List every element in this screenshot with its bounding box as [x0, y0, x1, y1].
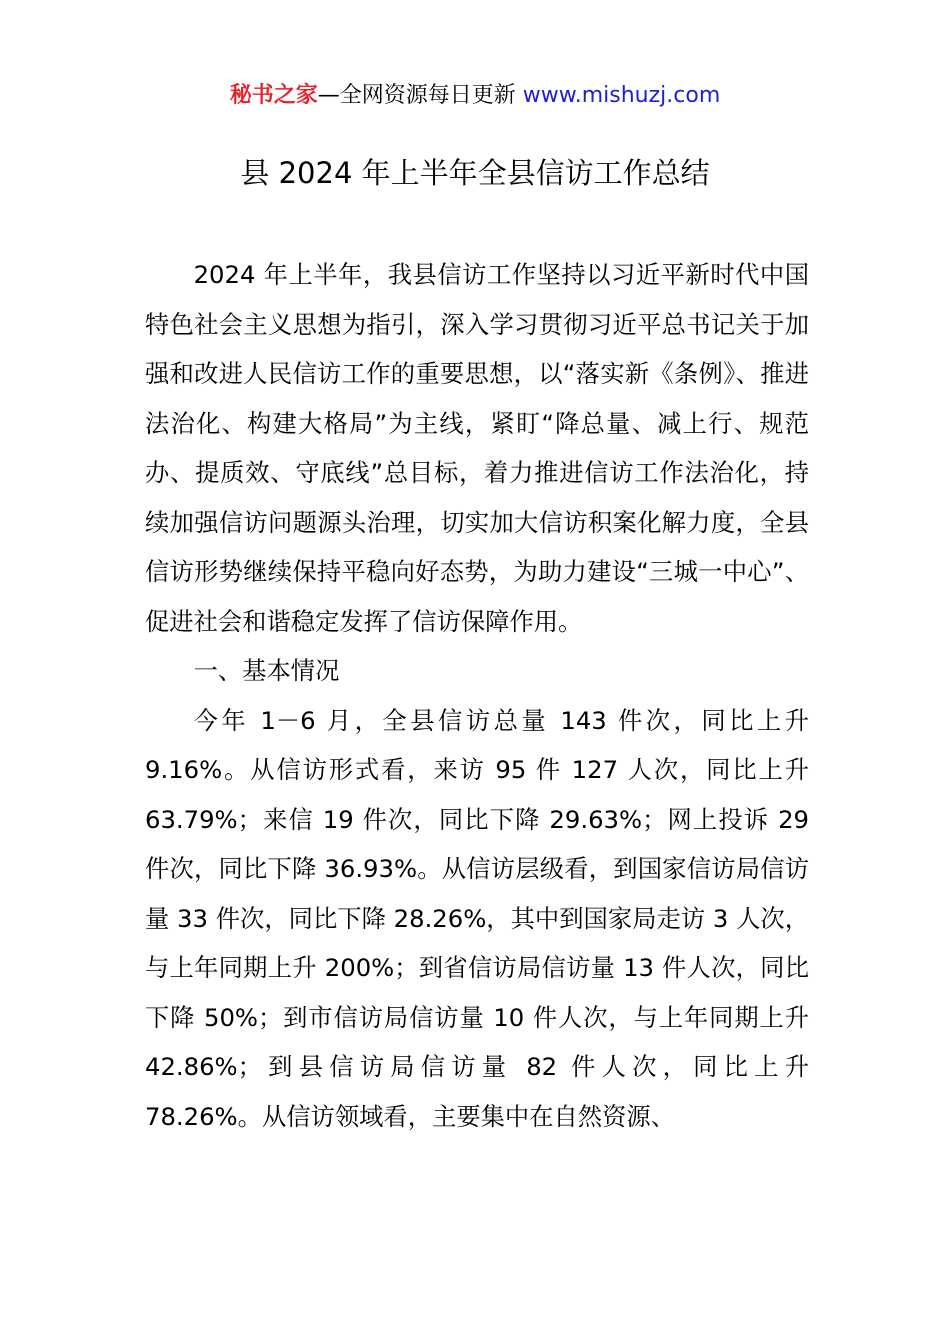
- section-heading-basic-situation: 一、基本情况: [193, 656, 340, 685]
- site-header: [0, 80, 950, 112]
- site-url-link[interactable]: www.mishuzj.com: [522, 83, 721, 108]
- document-title: 县 2024 年上半年全县信访工作总结: [240, 156, 710, 190]
- document-body: [145, 250, 809, 1141]
- statistics-paragraph: 今年 1－6 月，全县信访总量 143 件次，同比上升 9.16%。从信访形式看，来访 95 件 127 人次，同比上升 63.79%；来信 19 件次，同比下降 29.63%；网上投诉 29 件次，同比下降 36.93%。从信访层级看，到国家信访局信访量 33 件次，同比下降 28.26%，其中到国家局走访 3 人次，与上年同期上升 200%；到省信访局信访量 13 件人次，同比下降 50%；到市信访局信访量 10 件人次，与上年同期上升 42.86%；到县信访局信访量 82 件人次，同比上升 78.26%。从信访领域看，主要集中在自然资源、: [145, 705, 809, 1131]
- intro-paragraph: 2024 年上半年，我县信访工作坚持以习近平新时代中国特色社会主义思想为指引，深入学习贯彻习近平总书记关于加强和改进人民信访工作的重要思想，以“落实新《条例》、推进法治化、构建大格局”为主线，紧盯“降总量、减上行、规范办、提质效、守底线”总目标，着力推进信访工作法治化，持续加强信访问题源头治理，切实加大信访积案化解力度，全县信访形势继续保持平稳向好态势，为助力建设“三城一中心”、促进社会和谐稳定发挥了信访保障作用。: [145, 260, 809, 636]
- brand-name: 秘书之家: [229, 83, 318, 108]
- site-tagline: —全网资源每日更新: [317, 83, 523, 108]
